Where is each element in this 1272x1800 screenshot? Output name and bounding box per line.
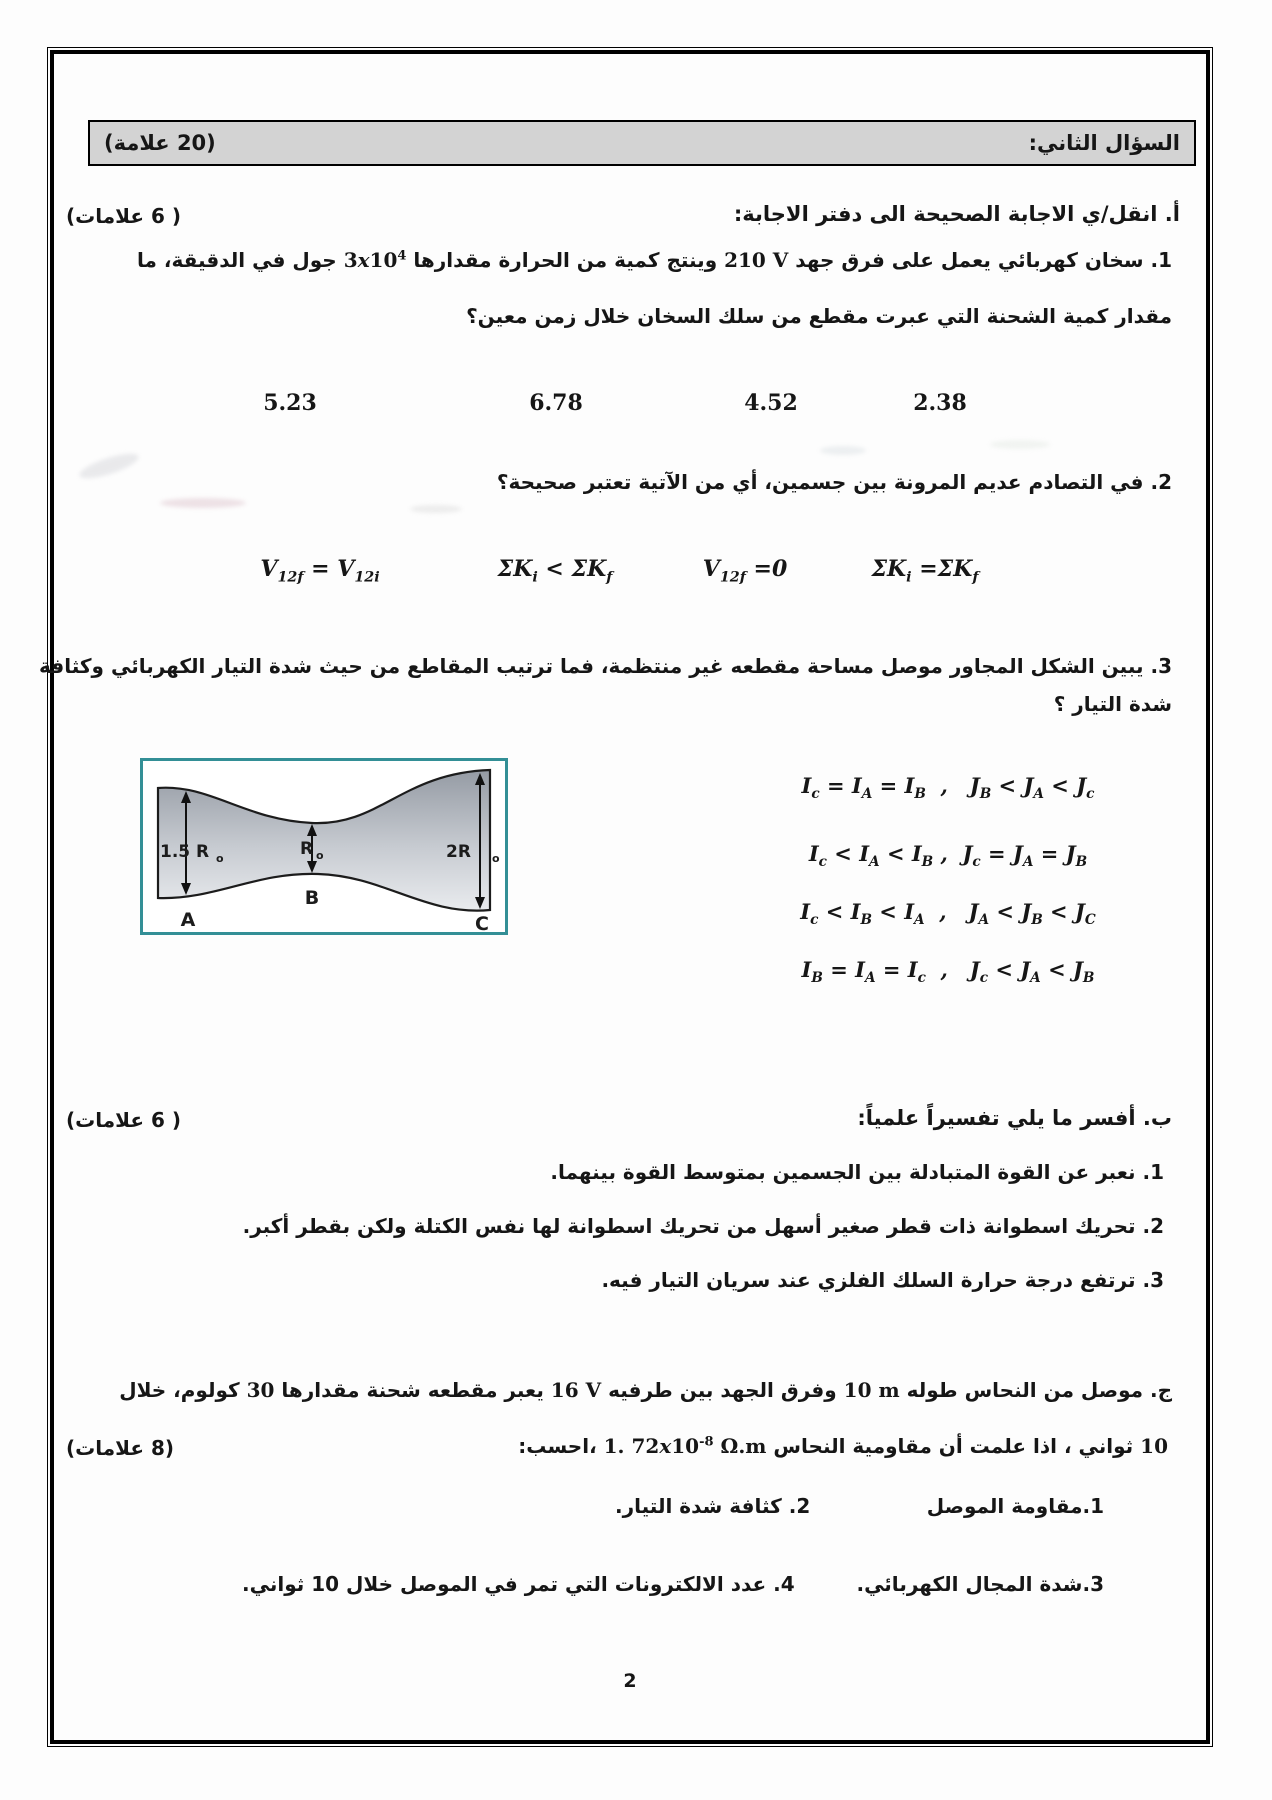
section-b-heading: ب. أفسر ما يلي تفسيراً علمياً: — [857, 1106, 1172, 1130]
section-label-b: B — [304, 887, 320, 909]
dim-label-left: 1.5 R — [160, 842, 210, 862]
section-label-a: A — [180, 909, 196, 931]
dim-label-middle-sub: o — [316, 849, 324, 862]
section-b-marks: ( 6 علامات) — [66, 1108, 181, 1132]
question-total-marks: (20 علامة) — [104, 131, 216, 155]
q3-line2: شدة التيار ؟ — [1053, 692, 1172, 716]
q3-choice-b: $I_c < I_A < I_B$ , $J_c = J_A = J_B$ — [808, 841, 1088, 871]
q1-choice-c: 4.52 — [744, 390, 798, 416]
section-b-item-1: 1. نعبر عن القوة المتبادلة بين الجسمين بمتوسط القوة بينهما. — [550, 1160, 1164, 1184]
section-label-c: C — [475, 913, 489, 935]
dim-label-right-sub: o — [492, 852, 500, 865]
dim-label-left-sub: o — [216, 852, 224, 865]
q2-choice-a: $V_{12f} = V_{12i}$ — [260, 556, 380, 586]
q1-line1: 1. سخان كهربائي يعمل على فرق جهد 210 V وينتج كمية من الحرارة مقدارها $3x10^4$ جول في الدقيقة، ما — [137, 248, 1172, 272]
section-c-item-1: 1.مقاومة الموصل — [926, 1494, 1104, 1518]
q3-choice-d: $I_B = I_A = I_c$ , $J_c < J_A < J_B$ — [801, 957, 1095, 987]
q2-choice-c: $V_{12f} =0$ — [702, 556, 788, 586]
section-a-heading: أ. انقل/ي الاجابة الصحيحة الى دفتر الاجابة: — [733, 202, 1180, 226]
section-c-marks: (8 علامات) — [66, 1436, 175, 1460]
section-c-line2: 10 ثواني ، اذا علمت أن مقاومية النحاس 1. $72x10^{-8}$ Ω.m ،احسب: — [518, 1434, 1168, 1458]
q1-choice-d: 2.38 — [913, 390, 967, 416]
q1-choice-a: 5.23 — [263, 390, 317, 416]
conductor-figure — [140, 758, 508, 936]
q2-text: 2. في التصادم عديم المرونة بين جسمين، أي من الآتية تعتبر صحيحة؟ — [496, 470, 1172, 494]
dim-label-right: 2R — [446, 842, 471, 862]
q3-choice-a: $I_c = I_A = I_B$ , $J_B < J_A < J_c$ — [801, 773, 1095, 803]
section-a-marks: ( 6 علامات) — [66, 204, 181, 228]
question-title: السؤال الثاني: — [1028, 131, 1180, 155]
smudge-mark — [410, 505, 462, 513]
q3-choice-c: $I_c < I_B < I_A$ , $J_A < J_B < J_C$ — [800, 899, 1096, 929]
conductor-figure-svg — [140, 758, 508, 936]
smudge-mark — [160, 498, 246, 508]
section-c-item-2: 2. كثافة شدة التيار. — [615, 1494, 811, 1518]
page-number: 2 — [623, 1670, 637, 1692]
section-c-line1: ج. موصل من النحاس طوله 10 m وفرق الجهد بين طرفيه 16 V يعبر مقطعه شحنة مقدارها 30 كولوم، خلال — [119, 1378, 1172, 1402]
section-b-item-2: 2. تحريك اسطوانة ذات قطر صغير أسهل من تحريك اسطوانة لها نفس الكتلة ولكن بقطر أكبر. — [242, 1214, 1164, 1238]
section-b-item-3: 3. ترتفع درجة حرارة السلك الفلزي عند سريان التيار فيه. — [601, 1268, 1164, 1292]
q3-line1: 3. يبين الشكل المجاور موصل مساحة مقطعه غير منتظمة، فما ترتيب المقاطع من حيث شدة التيار الكهربائي وكثافة — [39, 654, 1172, 678]
smudge-mark — [820, 446, 866, 455]
q1-line2: مقدار كمية الشحنة التي عبرت مقطع من سلك السخان خلال زمن معين؟ — [466, 304, 1172, 328]
dim-label-middle: R — [300, 839, 314, 859]
section-c-item-3: 3.شدة المجال الكهربائي. — [856, 1572, 1104, 1596]
section-c-item-4: 4. عدد الالكترونات التي تمر في الموصل خلال 10 ثواني. — [242, 1572, 795, 1596]
question-header-bar — [88, 120, 1196, 166]
q1-choice-b: 6.78 — [529, 390, 583, 416]
q2-choice-b: $\Sigma K_i < \Sigma K_f$ — [497, 556, 613, 586]
q2-choice-d: $\Sigma K_i =\Sigma K_f$ — [871, 556, 979, 586]
smudge-mark — [990, 440, 1050, 449]
